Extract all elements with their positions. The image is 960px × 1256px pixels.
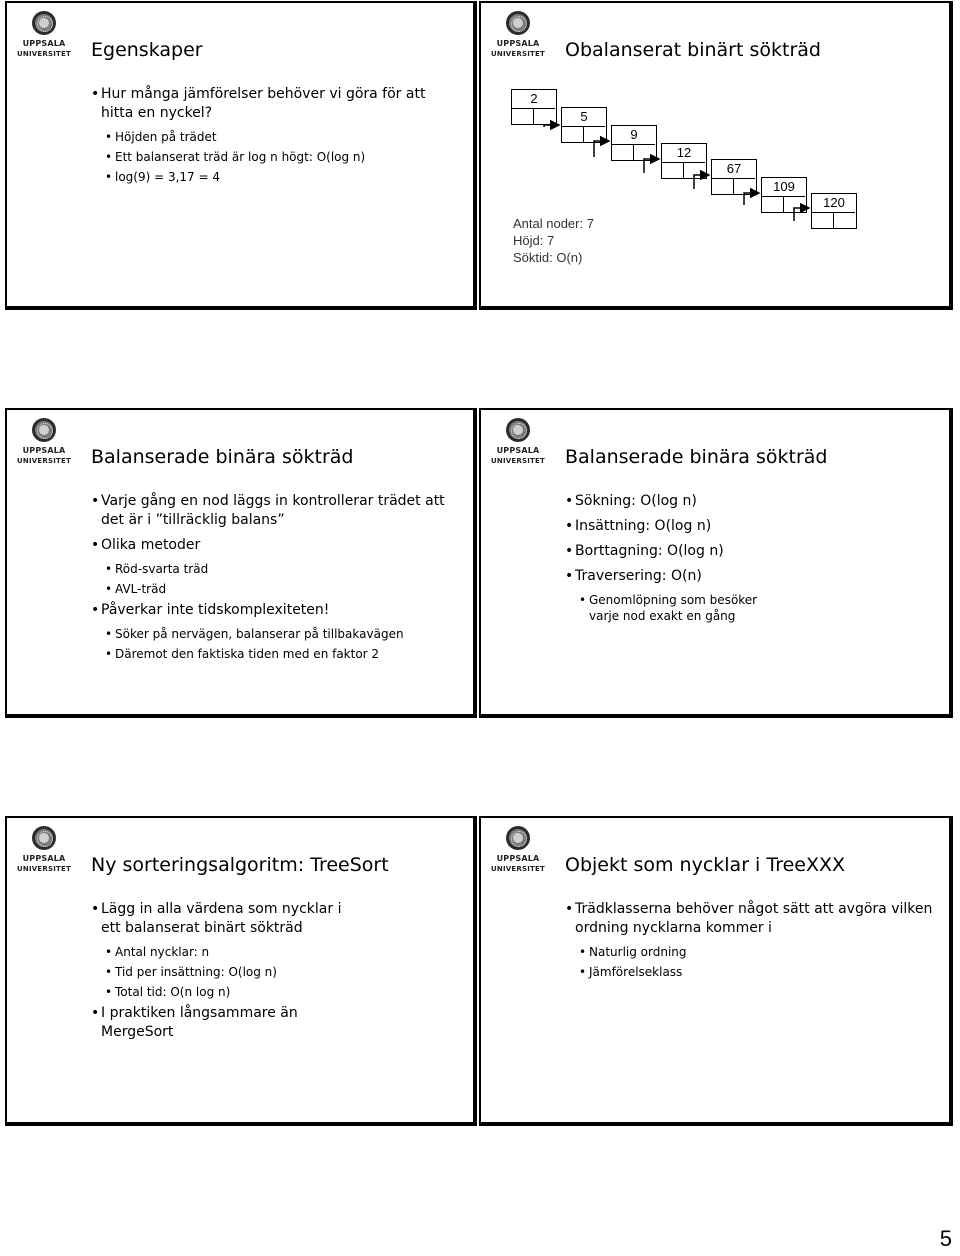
bullet: • Insättning: O(log n) (565, 517, 779, 536)
tree-node (811, 193, 857, 229)
bullet: • Hur många jämförelser behöver vi göra för att hitta en nyckel? (91, 85, 459, 123)
slide-body (565, 492, 779, 628)
node-key: 12 (676, 145, 692, 160)
left-pointer (662, 162, 684, 179)
tree-node (511, 89, 557, 125)
node-key: 5 (580, 109, 588, 124)
logo-line2: UNIVERSITET (17, 50, 71, 58)
slide-balanserade-2 (479, 408, 953, 718)
university-seal-icon (506, 826, 530, 850)
uppsala-logo (15, 11, 73, 61)
bullet: • Trädklasserna behöver något sätt att avgöra vilken ordning nycklarna kommer i (565, 900, 935, 938)
slide-title: Ny sorteringsalgoritm: TreeSort (91, 854, 389, 876)
slide-egenskaper (5, 1, 477, 310)
bullet: • Borttagning: O(log n) (565, 542, 779, 561)
sub-bullet: • log(9) = 3,17 = 4 (105, 169, 459, 185)
slide-title: Objekt som nycklar i TreeXXX (565, 854, 846, 876)
tree-stats (513, 215, 594, 266)
slide-body (91, 85, 459, 189)
logo-line2: UNIVERSITET (491, 50, 545, 58)
right-pointer (684, 162, 705, 179)
university-seal-icon (32, 11, 56, 35)
right-pointer (584, 126, 605, 143)
slide-body (565, 900, 935, 984)
arrow-9-12 (644, 159, 659, 173)
slide-title: Balanserade binära sökträd (565, 446, 828, 468)
left-pointer (612, 144, 634, 161)
sub-bullet: • Däremot den faktiska tiden med en faktor 2 (105, 646, 459, 662)
right-pointer (534, 108, 555, 125)
slide-body (91, 492, 459, 666)
right-pointer (634, 144, 655, 161)
slide-body (91, 900, 363, 1048)
logo-line2: UNIVERSITET (491, 865, 545, 873)
uppsala-logo (15, 826, 73, 876)
university-seal-icon (32, 826, 56, 850)
left-pointer (812, 212, 834, 229)
uppsala-logo (15, 418, 73, 468)
tree-node (661, 143, 707, 179)
slide-title: Obalanserat binärt sökträd (565, 39, 821, 61)
sub-bullet: • Naturlig ordning (579, 944, 935, 960)
node-key: 9 (630, 127, 638, 142)
slide-title: Balanserade binära sökträd (91, 446, 354, 468)
slide-balanserade-1 (5, 408, 477, 718)
university-seal-icon (506, 418, 530, 442)
page-number: 5 (939, 1226, 952, 1251)
logo-line1: UPPSALA (22, 854, 66, 863)
slide-obalanserat (479, 1, 953, 310)
logo-line1: UPPSALA (496, 446, 540, 455)
uppsala-logo (489, 418, 547, 468)
tree-node (761, 177, 807, 213)
node-key: 120 (823, 195, 845, 210)
arrow-5-9 (594, 141, 609, 157)
logo-line2: UNIVERSITET (17, 457, 71, 465)
stat-nodes: Antal noder: 7 (513, 216, 594, 231)
slide-objekt (479, 816, 953, 1126)
right-pointer (784, 196, 805, 213)
bullet: • Påverkar inte tidskomplexiteten! (91, 601, 459, 620)
sub-bullet: • Genomlöpning som besöker varje nod exakt en gång (579, 592, 779, 624)
tree-node (611, 125, 657, 161)
sub-bullet: • Röd-svarta träd (105, 561, 459, 577)
left-pointer (512, 108, 534, 125)
node-key: 109 (773, 179, 795, 194)
bullet: • I praktiken långsammare än MergeSort (91, 1004, 363, 1042)
sub-bullet: • Höjden på trädet (105, 129, 459, 145)
node-key: 2 (530, 91, 538, 106)
node-key: 67 (726, 161, 742, 176)
bullet: • Sökning: O(log n) (565, 492, 779, 511)
left-pointer (562, 126, 584, 143)
logo-line2: UNIVERSITET (491, 457, 545, 465)
slide-treesort (5, 816, 477, 1126)
bullet: • Traversering: O(n) (565, 567, 779, 586)
arrow-2-5 (544, 125, 559, 127)
logo-line1: UPPSALA (496, 39, 540, 48)
sub-bullet: • Tid per insättning: O(log n) (105, 964, 363, 980)
bullet: • Varje gång en nod läggs in kontrollerar trädet att det är i ”tillräcklig balans” (91, 492, 459, 530)
bullet: • Olika metoder (91, 536, 459, 555)
tree-node (561, 107, 607, 143)
stat-height: Höjd: 7 (513, 233, 555, 248)
right-pointer (834, 212, 855, 229)
sub-bullet: • AVL-träd (105, 581, 459, 597)
logo-line1: UPPSALA (496, 854, 540, 863)
sub-bullet: • Söker på nervägen, balanserar på tillbakavägen (105, 626, 459, 642)
right-pointer (734, 178, 755, 195)
sub-bullet: • Jämförelseklass (579, 964, 935, 980)
logo-line2: UNIVERSITET (17, 865, 71, 873)
tree-node (711, 159, 757, 195)
university-seal-icon (32, 418, 56, 442)
stat-search-time: Söktid: O(n) (513, 250, 583, 265)
sub-bullet: • Total tid: O(n log n) (105, 984, 363, 1000)
slide-title: Egenskaper (91, 39, 203, 61)
left-pointer (712, 178, 734, 195)
bullet: • Lägg in alla värdena som nycklar i ett balanserat binärt sökträd (91, 900, 363, 938)
sub-bullet: • Antal nycklar: n (105, 944, 363, 960)
logo-line1: UPPSALA (22, 446, 66, 455)
logo-line1: UPPSALA (22, 39, 66, 48)
sub-bullet: • Ett balanserat träd är log n högt: O(log n) (105, 149, 459, 165)
left-pointer (762, 196, 784, 213)
uppsala-logo (489, 826, 547, 876)
